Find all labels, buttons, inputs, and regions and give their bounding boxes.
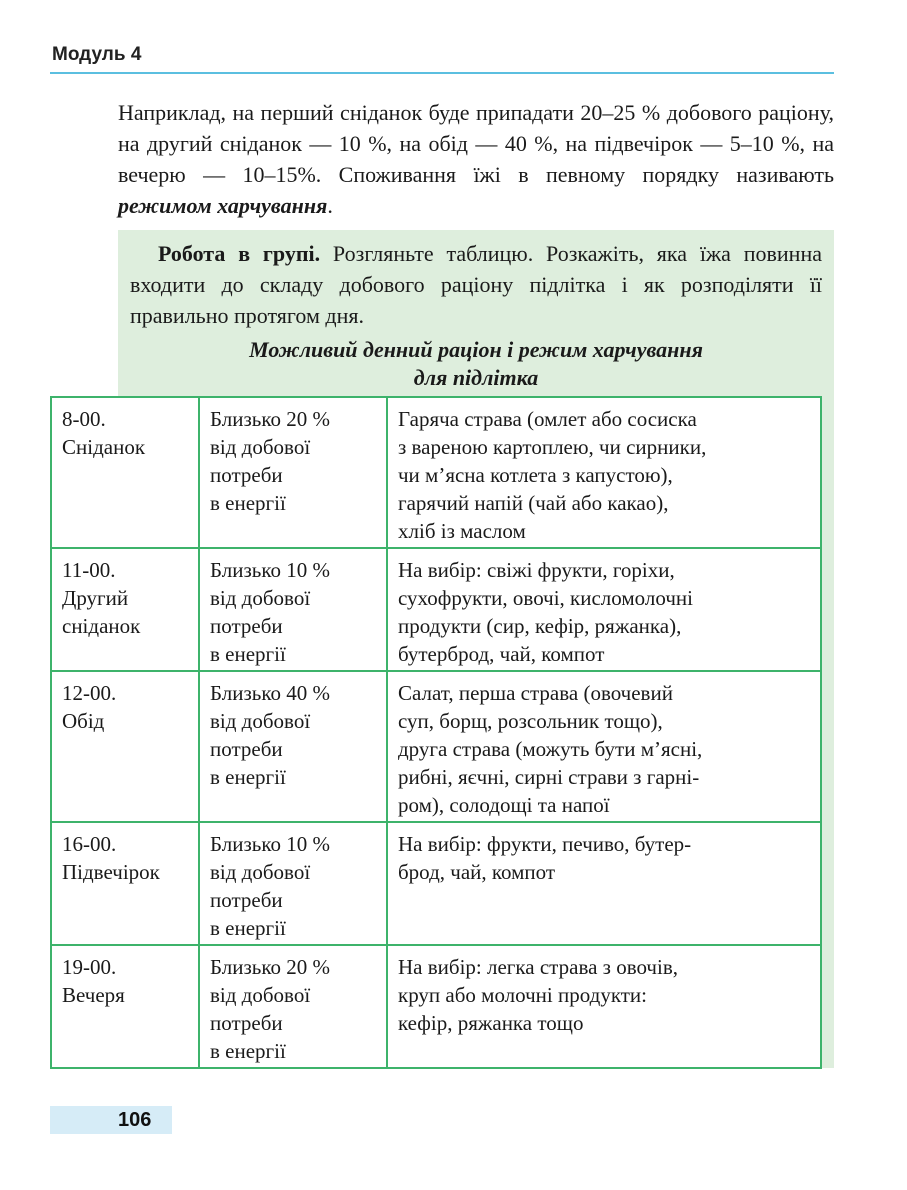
cell-line: рибні, яєчні, сирні страви з гарні- — [398, 765, 700, 789]
cell-line: в енергії — [210, 642, 286, 666]
cell-line: від добової — [210, 983, 311, 1007]
cell-line: чи м’ясна котлета з капустою), — [398, 463, 673, 487]
page-number-tab — [50, 1106, 172, 1134]
energy-share-cell — [199, 945, 387, 1068]
table-title-line: для підлітка — [413, 365, 539, 390]
cell-line: Близько 10 % — [210, 558, 331, 582]
cell-line: з вареною картоплею, чи сирники, — [398, 435, 707, 459]
cell-line: На вибір: легка страва з овочів, — [398, 955, 678, 979]
time-cell — [51, 945, 199, 1068]
time-cell — [51, 671, 199, 822]
cell-line: від добової — [210, 860, 311, 884]
time-cell — [51, 548, 199, 671]
cell-line: потреби — [210, 737, 283, 761]
cell-line: хліб із маслом — [398, 519, 526, 543]
cell-line: Салат, перша страва (овочевий — [398, 681, 673, 705]
page-number: 106 — [118, 1109, 152, 1131]
cell-line: сніданок — [62, 614, 141, 638]
cell-line: в енергії — [210, 765, 286, 789]
table-title-line: Можливий денний раціон і режим харчування — [249, 337, 703, 362]
intro-line: Наприклад, на перший сніданок буде припадати 20–25 % — [118, 100, 661, 125]
cell-line: в енергії — [210, 916, 286, 940]
intro-line: на підвечірок — 5–10 %, на вечерю — 10–15%. Споживання — [118, 131, 834, 187]
cell-line: На вибір: фрукти, печиво, бутер- — [398, 832, 692, 856]
cell-line: в енергії — [210, 1039, 286, 1063]
cell-line: 16-00. — [62, 832, 117, 856]
table-row — [51, 671, 821, 822]
cell-line: 8-00. — [62, 407, 106, 431]
intro-line: . — [327, 193, 333, 218]
cell-line: потреби — [210, 463, 283, 487]
cell-line: потреби — [210, 888, 283, 912]
cell-line: бутерброд, чай, компот — [398, 642, 605, 666]
energy-share-cell — [199, 548, 387, 671]
task-text: Розгляньте таблицю. Розкажіть, яка їжа повинна входити до складу добового раціону підлітка і як розподіляти її правильно протягом дня. — [130, 241, 822, 328]
cell-line: Близько 20 % — [210, 407, 331, 431]
food-cell — [387, 822, 821, 945]
food-cell — [387, 945, 821, 1068]
energy-share-cell — [199, 822, 387, 945]
cell-line: Близько 20 % — [210, 955, 331, 979]
module-label: Модуль 4 — [52, 44, 142, 65]
intro-paragraph — [118, 97, 834, 221]
cell-line: брод, чай, компот — [398, 860, 556, 884]
table-row — [51, 945, 821, 1068]
table-row — [51, 822, 821, 945]
cell-line: Обід — [62, 709, 105, 733]
diet-table — [50, 396, 822, 1069]
table-row — [51, 548, 821, 671]
food-cell — [387, 671, 821, 822]
table-row — [51, 397, 821, 548]
cell-line: 19-00. — [62, 955, 117, 979]
time-cell — [51, 822, 199, 945]
task-label: Робота в групі. — [158, 241, 321, 266]
cell-line: Другий — [62, 586, 129, 610]
cell-line: потреби — [210, 1011, 283, 1035]
cell-line: в енергії — [210, 491, 286, 515]
intro-line: їжі в певному порядку називають — [473, 162, 835, 187]
cell-line: друга страва (можуть бути м’ясні, — [398, 737, 703, 761]
cell-line: круп або молочні продукти: — [398, 983, 647, 1007]
cell-line: гарячий напій (чай або какао), — [398, 491, 669, 515]
intro-line: добового раціону, на другий сніданок — 10 %, на обід — 40 %, — [118, 100, 834, 156]
time-cell — [51, 397, 199, 548]
cell-line: сухофрукти, овочі, кисломолочні — [398, 586, 693, 610]
cell-line: Гаряча страва (омлет або сосиска — [398, 407, 697, 431]
cell-line: Вечеря — [62, 983, 125, 1007]
cell-line: кефір, ряжанка тощо — [398, 1011, 584, 1035]
cell-line: продукти (сир, кефір, ряжанка), — [398, 614, 682, 638]
cell-line: ром), солодощі та напої — [398, 793, 610, 817]
cell-line: від добової — [210, 709, 311, 733]
energy-share-cell — [199, 671, 387, 822]
food-cell — [387, 397, 821, 548]
cell-line: Близько 40 % — [210, 681, 331, 705]
cell-line: від добової — [210, 435, 311, 459]
task-paragraph — [130, 238, 822, 331]
energy-share-cell — [199, 397, 387, 548]
cell-line: Сніданок — [62, 435, 146, 459]
intro-emphasis: режимом харчування — [118, 193, 328, 218]
food-cell — [387, 548, 821, 671]
cell-line: від добової — [210, 586, 311, 610]
cell-line: потреби — [210, 614, 283, 638]
cell-line: 12-00. — [62, 681, 117, 705]
cell-line: Близько 10 % — [210, 832, 331, 856]
cell-line: На вибір: свіжі фрукти, горіхи, — [398, 558, 675, 582]
cell-line: Підвечірок — [62, 860, 160, 884]
header-divider — [50, 72, 834, 74]
cell-line: суп, борщ, розсольник тощо), — [398, 709, 663, 733]
cell-line: 11-00. — [62, 558, 116, 582]
table-title — [118, 336, 834, 392]
